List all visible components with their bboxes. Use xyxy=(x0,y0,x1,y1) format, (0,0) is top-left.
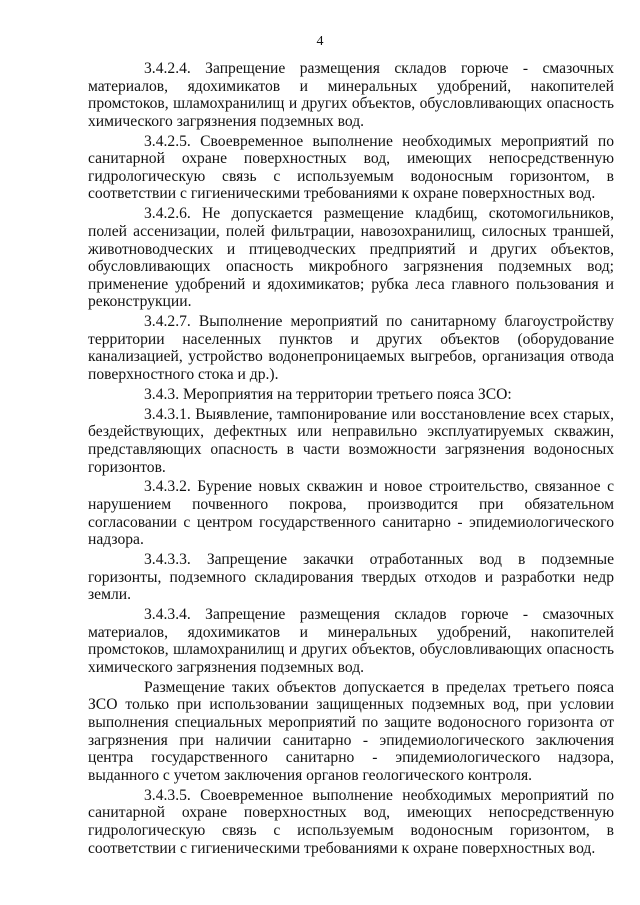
paragraph-3-4-3-4: 3.4.3.4. Запрещение размещения складов горюче - смазочных материалов, ядохимикатов и минеральных удобрений, накопителей промстоков, шламохранилищ и других объектов, обусловливающих опасность химического загрязнения подземных вод. xyxy=(88,606,614,676)
paragraph-3-4-2-5: 3.4.2.5. Своевременное выполнение необходимых мероприятий по санитарной охране поверхностных вод, имеющих непосредственную гидрологическую связь с используемым водоносным горизонтом, в соответствии с гигиеническими требованиями к охране поверхностных вод. xyxy=(88,132,614,203)
paragraph-3-4-2-6: 3.4.2.6. Не допускается размещение кладбищ, скотомогильников, полей ассенизации, полей фильтрации, навозохранилищ, силосных траншей, животноводческих и птицеводческих предприятий и других объектов, обусловливающих опасность микробного загрязнения подземных вод; применение удобрений и ядохимикатов; рубка леса главного пользования и реконструкции. xyxy=(88,205,614,311)
paragraph-3-4-2-4: 3.4.2.4. Запрещение размещения складов горюче - смазочных материалов, ядохимикатов и минеральных удобрений, накопителей промстоков, шламохранилищ и других объектов, обусловливающих опасность химического загрязнения подземных вод. xyxy=(88,60,614,130)
paragraph-3-4-3-5: 3.4.3.5. Своевременное выполнение необходимых мероприятий по санитарной охране поверхностных вод, имеющих непосредственную гидрологическую связь с используемым водоносным горизонтом, в соответствии с гигиеническими требованиями к охране поверхностных вод. xyxy=(88,786,614,857)
paragraph-placement-conditions: Размещение таких объектов допускается в пределах третьего пояса ЗСО только при использовании защищенных подземных вод, при условии выполнения специальных мероприятий по защите водоносного горизонта от загрязнения при наличии санитарно - эпидемиологического заключения центра государственного санитарно - эпидемиологического надзора, выданного с учетом заключения органов геологического контроля. xyxy=(88,678,614,784)
paragraph-3-4-3-1: 3.4.3.1. Выявление, тампонирование или восстановление всех старых, бездействующих, дефектных или неправильно эксплуатируемых скважин, представляющих опасность в части возможности загрязнения водоносных горизонтов. xyxy=(88,405,614,476)
paragraph-3-4-2-7: 3.4.2.7. Выполнение мероприятий по санитарному благоустройству территории населенных пунктов и других объектов (оборудование канализацией, устройство водонепроницаемых выгребов, организация отвода поверхностного стока и др.). xyxy=(88,313,614,383)
page-number: 4 xyxy=(316,34,324,49)
document-body xyxy=(88,60,614,859)
paragraph-3-4-3-2: 3.4.3.2. Бурение новых скважин и новое строительство, связанное с нарушением почвенного покрова, производится при обязательном согласовании с центром государственного санитарно - эпидемиологического надзора. xyxy=(88,478,614,549)
section-heading-3-4-3: 3.4.3. Мероприятия на территории третьего пояса ЗСО: xyxy=(144,385,512,403)
paragraph-3-4-3-3: 3.4.3.3. Запрещение закачки отработанных вод в подземные горизонты, подземного складирования твердых отходов и разработки недр земли. xyxy=(88,551,614,604)
